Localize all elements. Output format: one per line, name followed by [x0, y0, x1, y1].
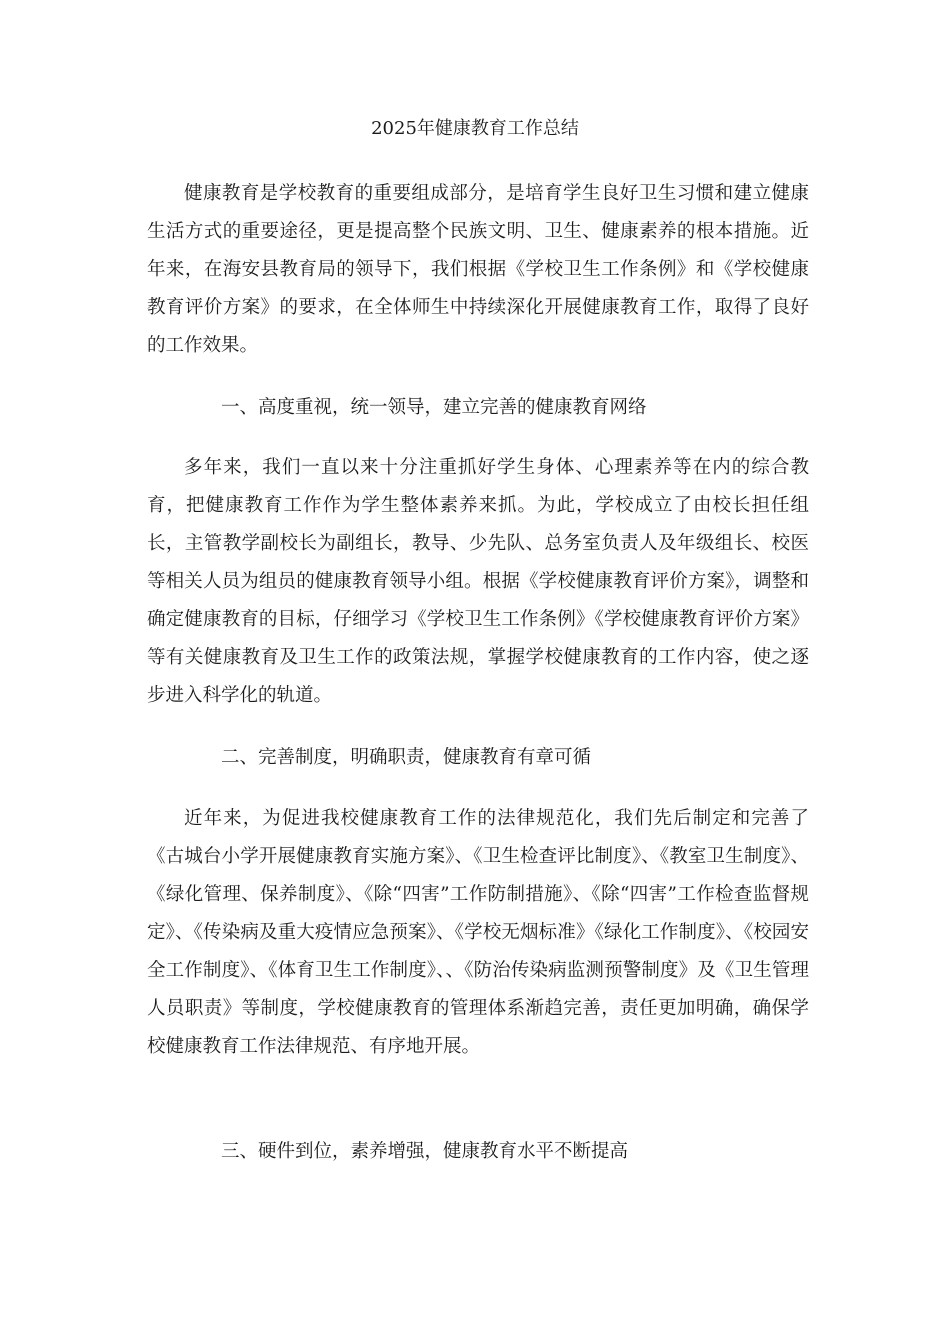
section-2-paragraph: 近年来，为促进我校健康教育工作的法律规范化，我们先后制定和完善了《古城台小学开展健康教育实施方案》、《卫生检查评比制度》、《教室卫生制度》、《绿化管理、保养制度》、《除“四害”工作防制措施》、《除“四害”工作检查监督规定》、《传染病及重大疫情应急预案》、《学校无烟标准》《绿化工作制度》、《校园安全工作制度》、《体育卫生工作制度》、、《防治传染病监测预警制度》及《卫生管理人员职责》等制度，学校健康教育的管理体系渐趋完善，责任更加明确，确保学校健康教育工作法律规范、有序地开展。: [147, 808, 809, 1057]
document-title: 2025年健康教育工作总结: [371, 118, 579, 139]
section-2-heading: 二、完善制度，明确职责，健康教育有章可循: [221, 747, 592, 768]
section-1-paragraph: 多年来，我们一直以来十分注重抓好学生身体、心理素养等在内的综合教育，把健康教育工作作为学生整体素养来抓。为此，学校成立了由校长担任组长，主管教学副校长为副组长，教导、少先队、总务室负责人及年级组长、校医等相关人员为组员的健康教育领导小组。根据《学校健康教育评价方案》，调整和确定健康教育的目标，仔细学习《学校卫生工作条例》《学校健康教育评价方案》等有关健康教育及卫生工作的政策法规，掌握学校健康教育的工作内容，使之逐步进入科学化的轨道。: [147, 457, 809, 706]
section-1-heading: 一、高度重视，统一领导，建立完善的健康教育网络: [221, 397, 647, 418]
section-3-heading: 三、硬件到位，素养增强，健康教育水平不断提高: [221, 1141, 629, 1162]
intro-paragraph: 健康教育是学校教育的重要组成部分，是培育学生良好卫生习惯和建立健康生活方式的重要途径，更是提高整个民族文明、卫生、健康素养的根本措施。近年来，在海安县教育局的领导下，我们根据《学校卫生工作条例》和《学校健康教育评价方案》的要求，在全体师生中持续深化开展健康教育工作，取得了良好的工作效果。: [147, 183, 809, 356]
